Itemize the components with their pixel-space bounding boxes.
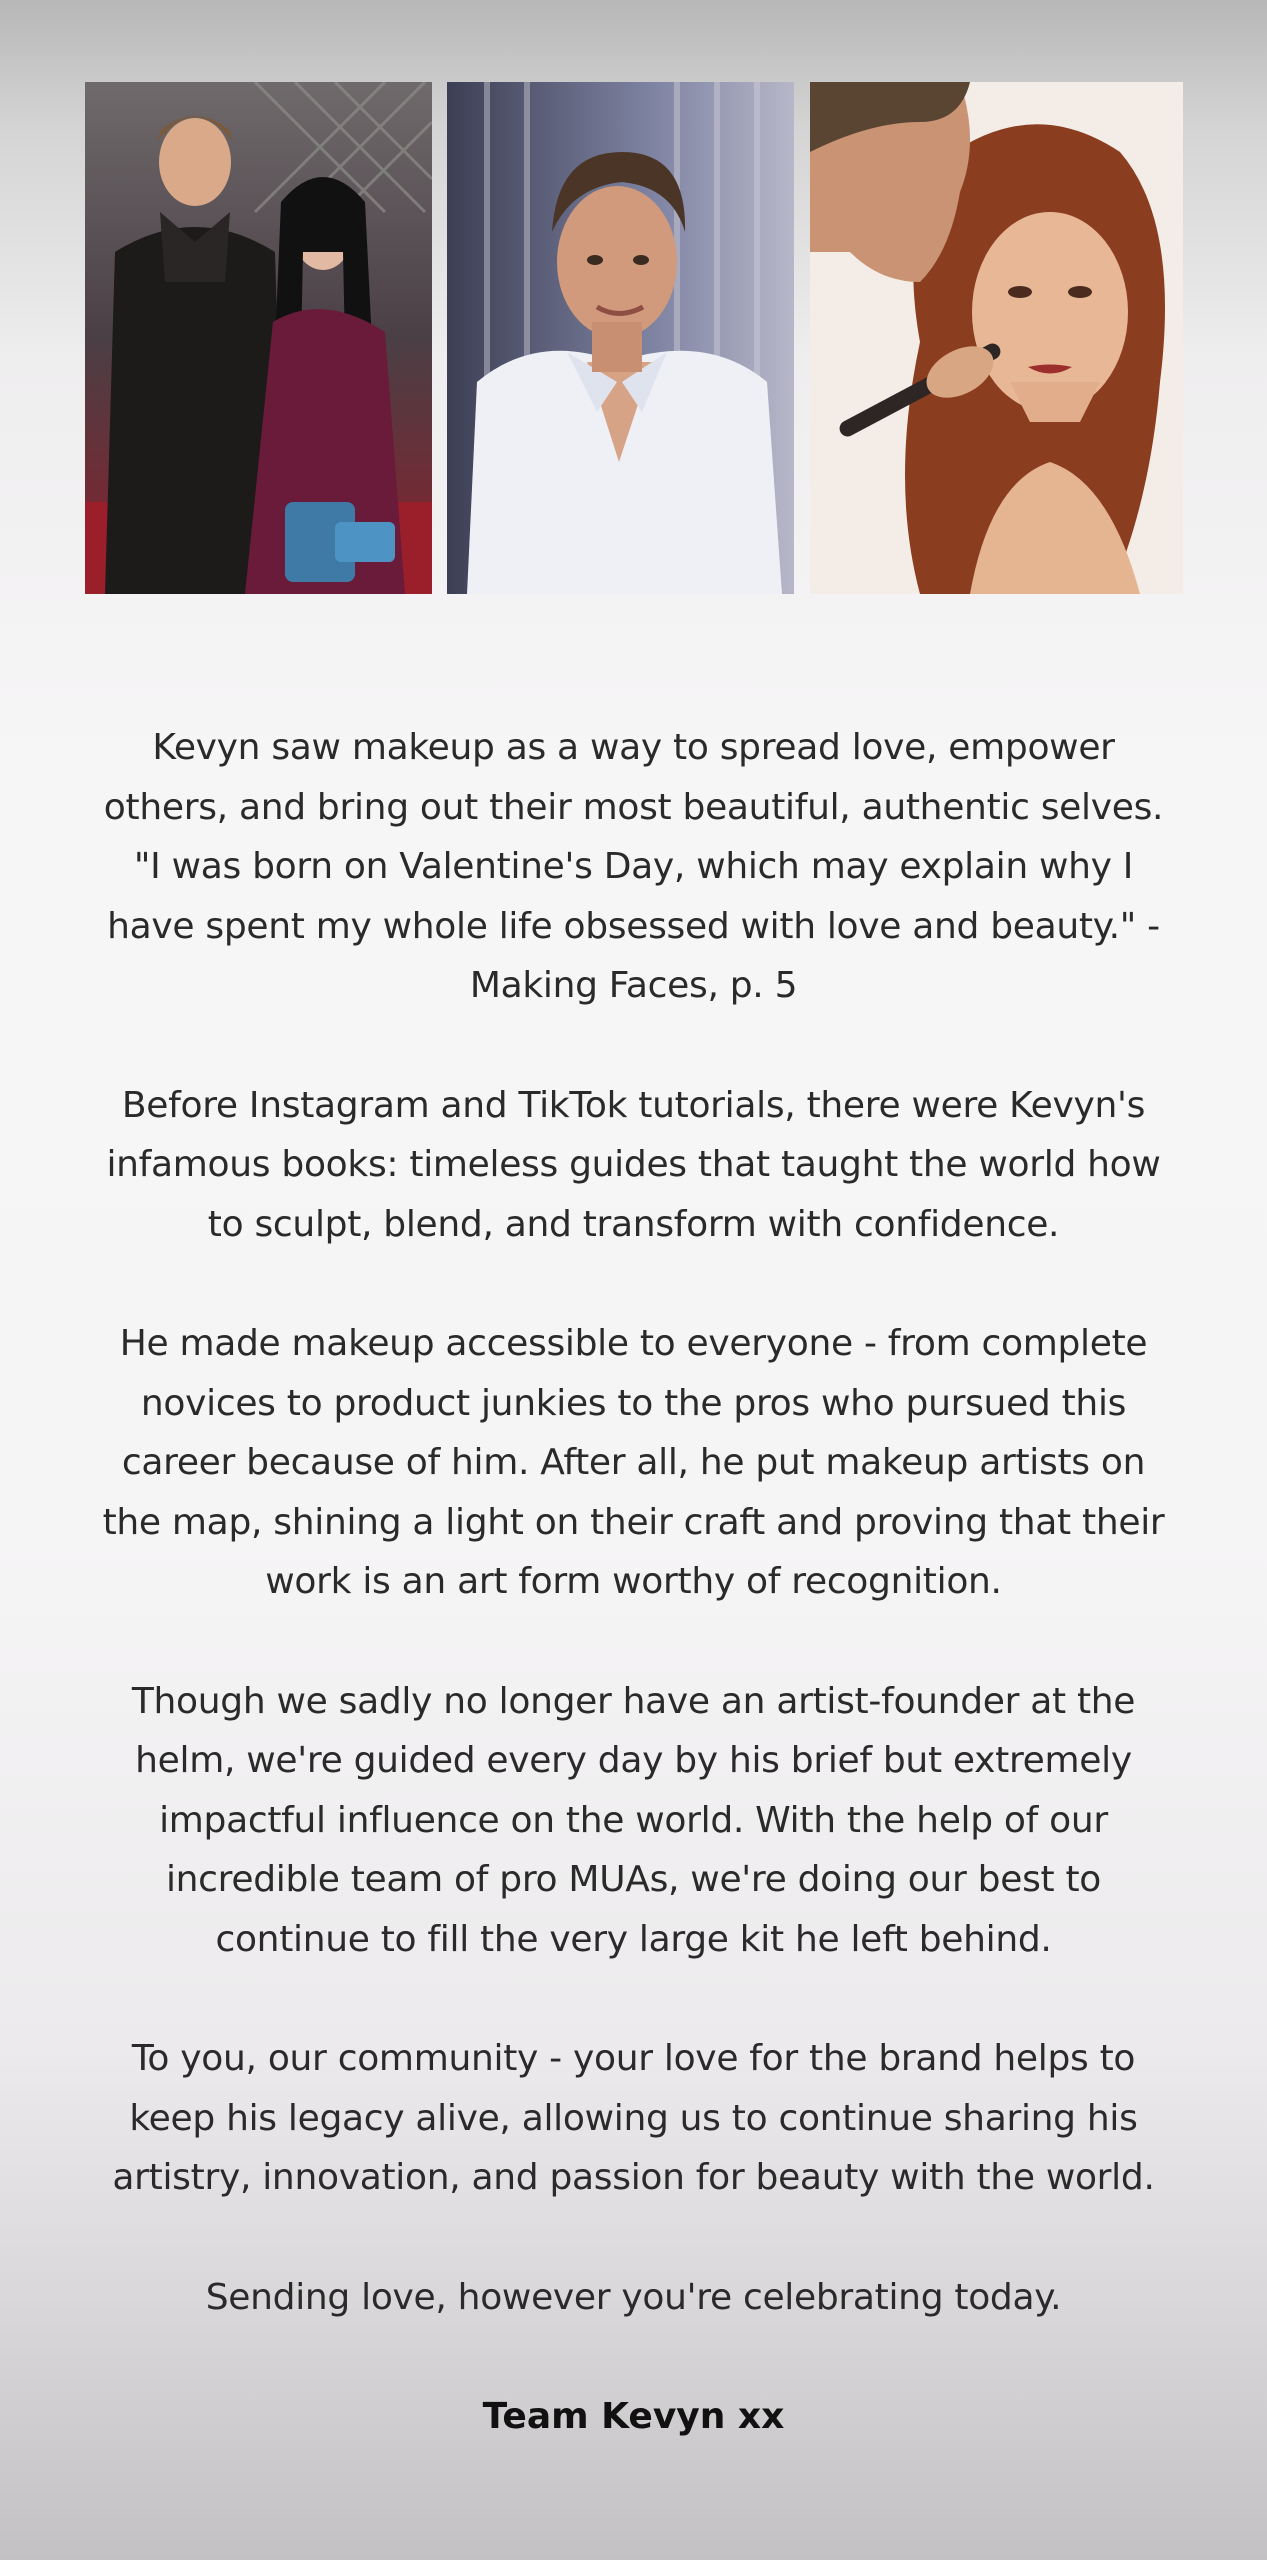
paragraph-accessible: He made makeup accessible to everyone - from complete novices to product junkies to the pros who pursued this career because of him. After all, he put makeup artists on the map, shining a light on their craft and proving that their work is an art form worthy of recognition. bbox=[102, 1323, 1165, 1602]
paragraph-legacy: Though we sadly no longer have an artist-founder at the helm, we're guided every day by his brief but extremely impactful influence on the world. With the help of our incredible team of pro MUAs, we're doing our best to continue to fill the very large kit he left behind. bbox=[131, 1680, 1136, 1960]
photo-makeup-application bbox=[810, 82, 1183, 594]
signoff: Team Kevyn xx bbox=[482, 2396, 785, 2437]
photo-collage bbox=[85, 82, 1183, 594]
paragraph-valentines: Kevyn saw makeup as a way to spread love, empower others, and bring out their most beautiful, authentic selves. "I was born on Valentine's Day, which may explain why I have spent my whole life obsessed with love and beauty." - Making Faces, p. 5 bbox=[103, 727, 1164, 1006]
message-body bbox=[95, 718, 1172, 2447]
paragraph-community: To you, our community - your love for the brand helps to keep his legacy alive, allowing us to continue sharing his artistry, innovation, and passion for beauty with the world. bbox=[112, 2038, 1155, 2198]
paragraph-books: Before Instagram and TikTok tutorials, there were Kevyn's infamous books: timeless guides that taught the world how to sculpt, blend, and transform with confidence. bbox=[106, 1084, 1161, 1245]
photo-red-carpet-couple bbox=[85, 82, 432, 594]
paragraph-sending-love: Sending love, however you're celebrating today. bbox=[205, 2276, 1062, 2318]
photo-portrait-white-shirt bbox=[447, 82, 794, 594]
